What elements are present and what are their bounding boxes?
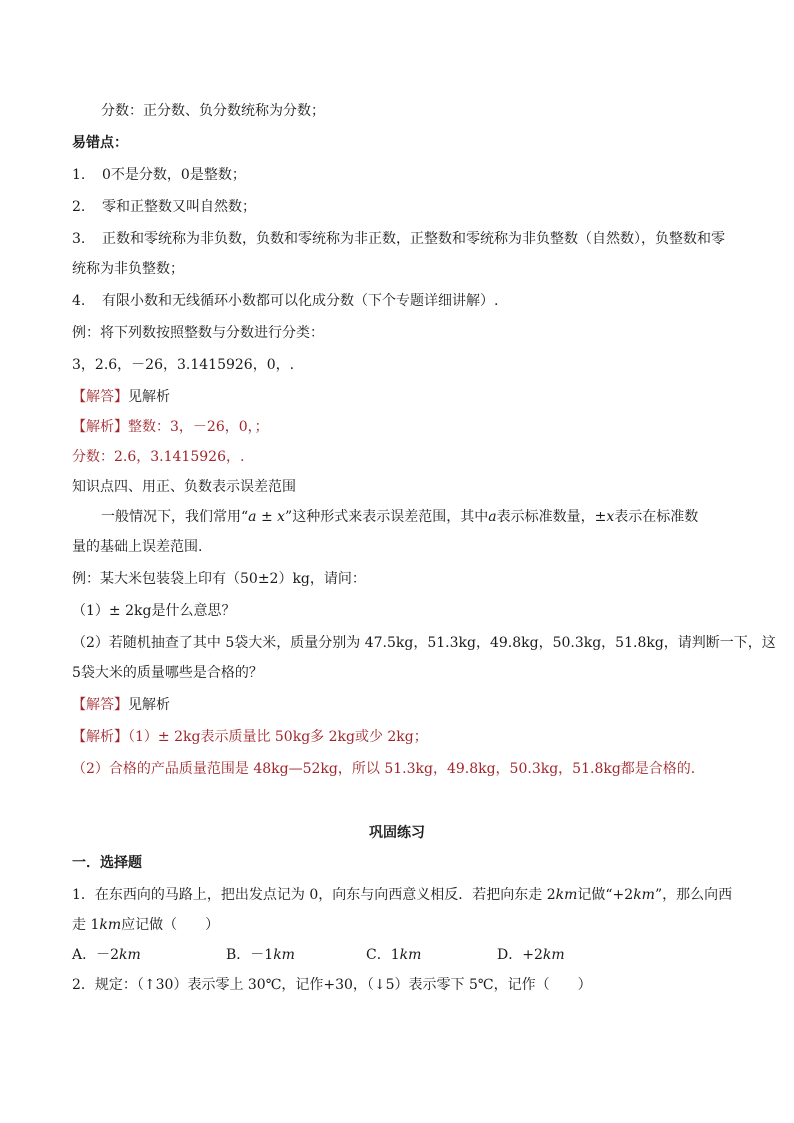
example-1-fractions: 分数：2.6，3.1415926，. (72, 449, 245, 465)
question-1-cont: 走 1km应记做（ ） (72, 917, 220, 933)
example-1-analysis: 【解析】整数：3，－26，0，； (72, 419, 269, 435)
question-2: 2．规定：（↑30）表示零上 30℃，记作+30，（↓5）表示零下 5℃，记作（ ） (72, 977, 592, 993)
question-1: 1．在东西向的马路上，把出发点记为 0，向东与向西意义相反．若把向东走 2km记做“+2km”，那么向西 (72, 887, 733, 903)
option-c[interactable]: C．1km (366, 947, 422, 963)
knowledge-point-4-heading: 知识点四、用正、负数表示误差范围 (72, 479, 296, 495)
pitfall-item-4: 4. 有限小数和无线循环小数都可以化成分数（下个专题详细讲解）. (72, 293, 499, 309)
example-2-prompt: 例：某大米包装袋上印有（50±2）kg，请问： (72, 571, 366, 587)
example-1-prompt: 例：将下列数按照整数与分数进行分类： (72, 325, 324, 341)
fraction-definition: 分数：正分数、负分数统称为分数； (101, 103, 325, 119)
error-range-explanation-cont: 量的基础上误差范围. (72, 539, 203, 555)
pitfall-item-3: 3. 正数和零统称为非负数，负数和零统称为非正数，正整数和零统称为非负整数（自然数），负整数和零 (72, 231, 725, 247)
error-range-explanation: 一般情况下，我们常用“a ± x”这种形式来表示误差范围，其中a表示标准数量，±x表示在标准数 (101, 509, 699, 525)
pitfalls-heading: 易错点： (72, 135, 128, 151)
example-1-numbers: 3，2.6，－26，3.1415926，0，. (72, 357, 295, 373)
option-b[interactable]: B．－1km (226, 947, 295, 963)
example-2-analysis-2: （2）合格的产品质量范围是 48kg—52kg，所以 51.3kg，49.8kg，50.3kg，51.8kg都是合格的. (72, 761, 696, 777)
option-d[interactable]: D．+2km (497, 947, 565, 963)
section-title: 巩固练习 (369, 825, 425, 841)
option-a[interactable]: A．－2km (72, 947, 141, 963)
pitfall-item-3-cont: 统称为非负整数； (72, 261, 184, 277)
analysis-tag: 【解析】 (72, 729, 128, 745)
answer-tag: 【解答】 (72, 697, 128, 713)
example-2-q2: （2）若随机抽查了其中 5袋大米，质量分别为 47.5kg，51.3kg，49.8kg，50.3kg，51.8kg，请判断一下，这 (72, 635, 776, 651)
pitfall-item-1: 1. 0不是分数，0是整数； (72, 167, 246, 183)
answer-tag: 【解答】 (72, 389, 128, 405)
analysis-tag: 【解析】 (72, 419, 128, 435)
example-2-q2-cont: 5袋大米的质量哪些是合格的？ (72, 665, 263, 681)
example-2-q1: （1）± 2kg是什么意思？ (72, 603, 236, 619)
pitfall-item-2: 2. 零和正整数又叫自然数； (72, 199, 256, 215)
example-1-answer: 【解答】见解析 (72, 389, 170, 405)
part-heading: 一．选择题 (72, 855, 142, 871)
example-2-answer: 【解答】见解析 (72, 697, 170, 713)
example-2-analysis-1: 【解析】（1）± 2kg表示质量比 50kg多 2kg或少 2kg； (72, 729, 428, 745)
